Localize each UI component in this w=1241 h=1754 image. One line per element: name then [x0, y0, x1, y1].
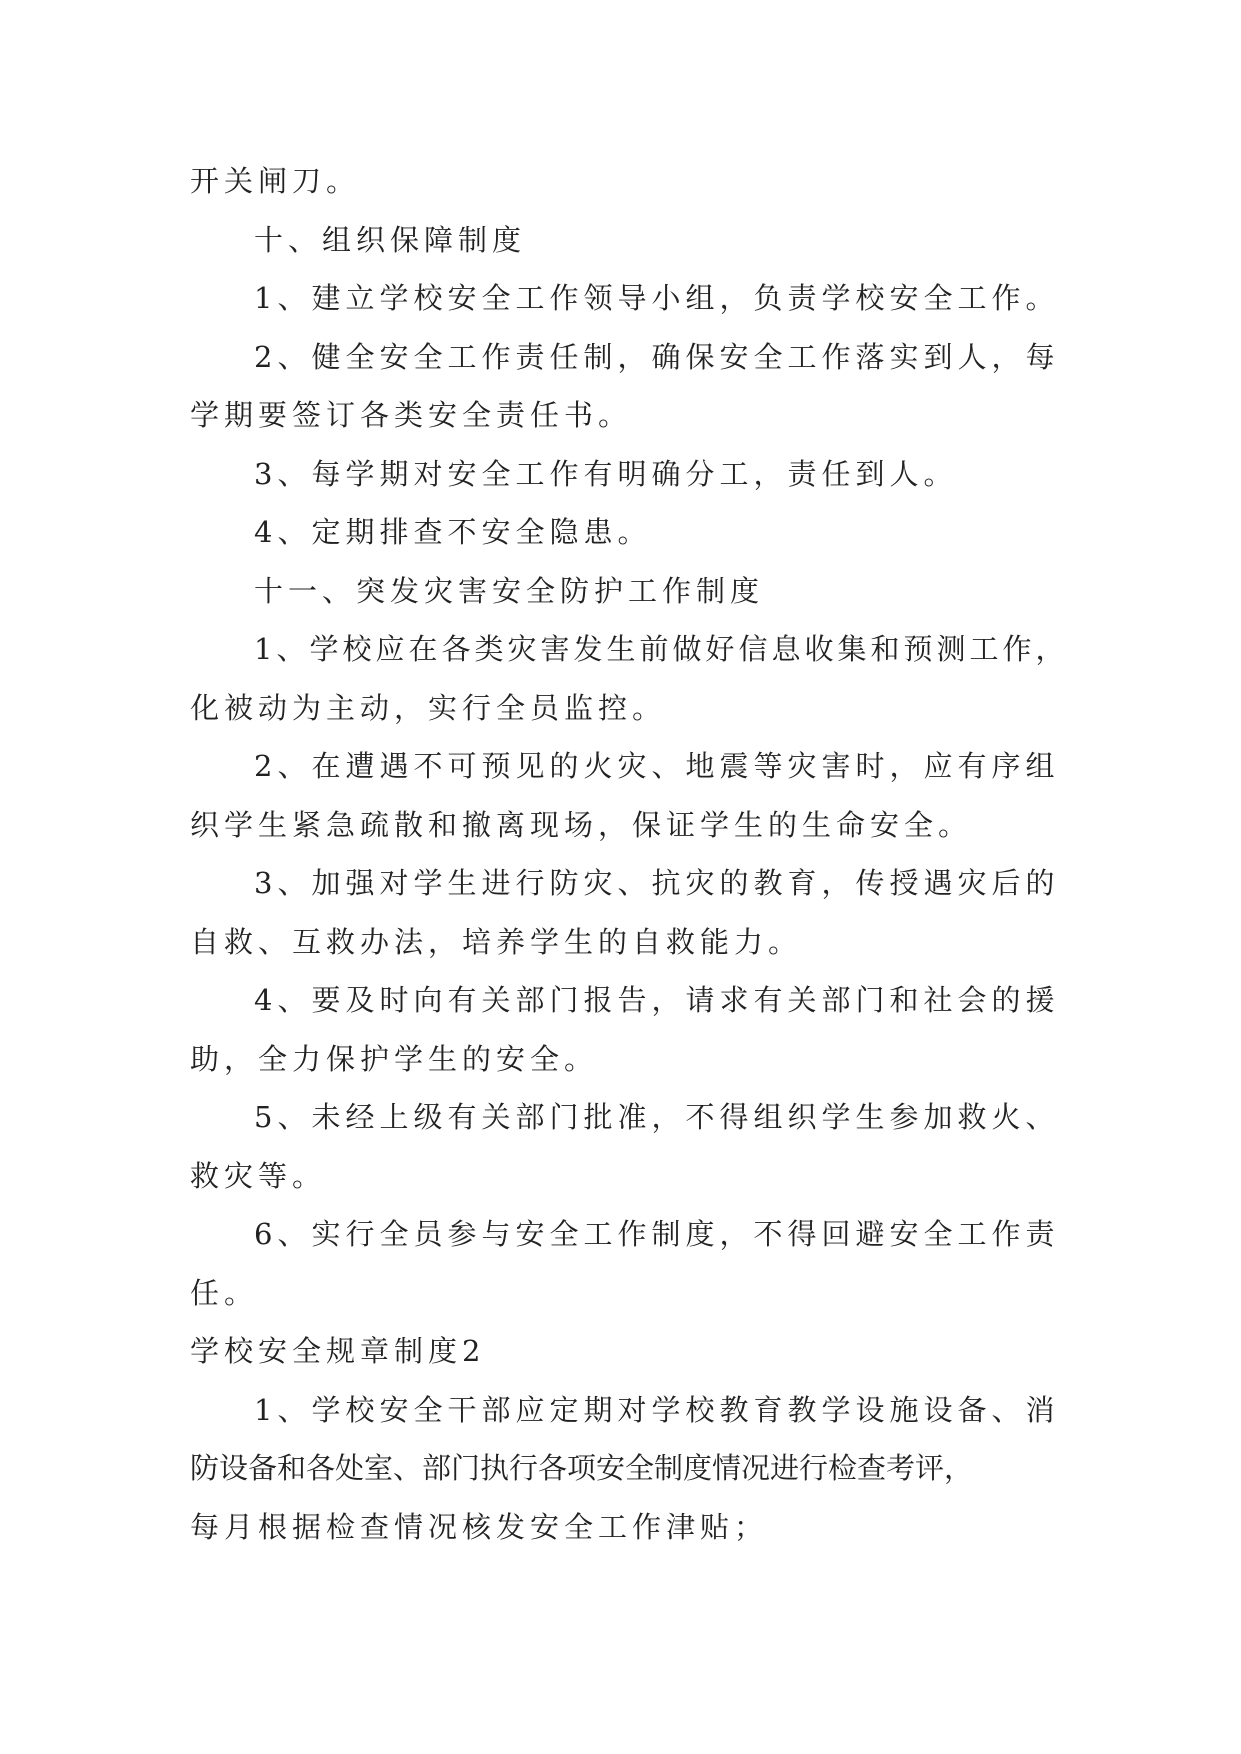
- document-title-2: 学校安全规章制度2: [190, 1334, 486, 1368]
- text-line: 自救、互救办法，培养学生的自救能力。: [190, 924, 803, 959]
- text-line: 防设备和各处室、部门执行各项安全制度情况进行检查考评，: [190, 1451, 974, 1485]
- text-line: 开关闸刀。: [190, 164, 361, 198]
- text-line: 2、健全安全工作责任制，确保安全工作落实到人，每: [254, 339, 1060, 374]
- text-line: 4、定期排查不安全隐患。: [254, 515, 652, 549]
- text-line: 学期要签订各类安全责任书。: [190, 398, 633, 432]
- text-line: 织学生紧急疏散和撤离现场，保证学生的生命安全。: [190, 807, 973, 842]
- text-line: 每月根据检查情况核发安全工作津贴；: [190, 1509, 769, 1544]
- text-line: 2、在遭遇不可预见的火灾、地震等灾害时，应有序组: [254, 749, 1060, 783]
- section-heading-11: 十一、突发灾害安全防护工作制度: [254, 573, 765, 608]
- text-line: 3、加强对学生进行防灾、抗灾的教育，传授遇灾后的: [254, 866, 1060, 900]
- document-body: [190, 152, 1069, 1556]
- text-line: 助，全力保护学生的安全。: [190, 1041, 599, 1076]
- text-line: 救灾等。: [190, 1158, 327, 1193]
- text-line: 5、未经上级有关部门批准，不得组织学生参加救火、: [254, 1100, 1060, 1134]
- text-line: 任。: [190, 1275, 259, 1310]
- text-line: 4、要及时向有关部门报告，请求有关部门和社会的援: [254, 983, 1060, 1017]
- text-line: 1、建立学校安全工作领导小组，负责学校安全工作。: [254, 281, 1060, 315]
- section-heading-10: 十、组织保障制度: [254, 222, 527, 257]
- text-line: 6、实行全员参与安全工作制度，不得回避安全工作责: [254, 1217, 1060, 1251]
- text-line: 3、每学期对安全工作有明确分工，责任到人。: [254, 456, 958, 491]
- text-line: 1、学校应在各类灾害发生前做好信息收集和预测工作，: [254, 632, 1069, 666]
- text-line: 1、学校安全干部应定期对学校教育教学设施设备、消: [254, 1392, 1060, 1427]
- text-line: 化被动为主动，实行全员监控。: [190, 690, 667, 725]
